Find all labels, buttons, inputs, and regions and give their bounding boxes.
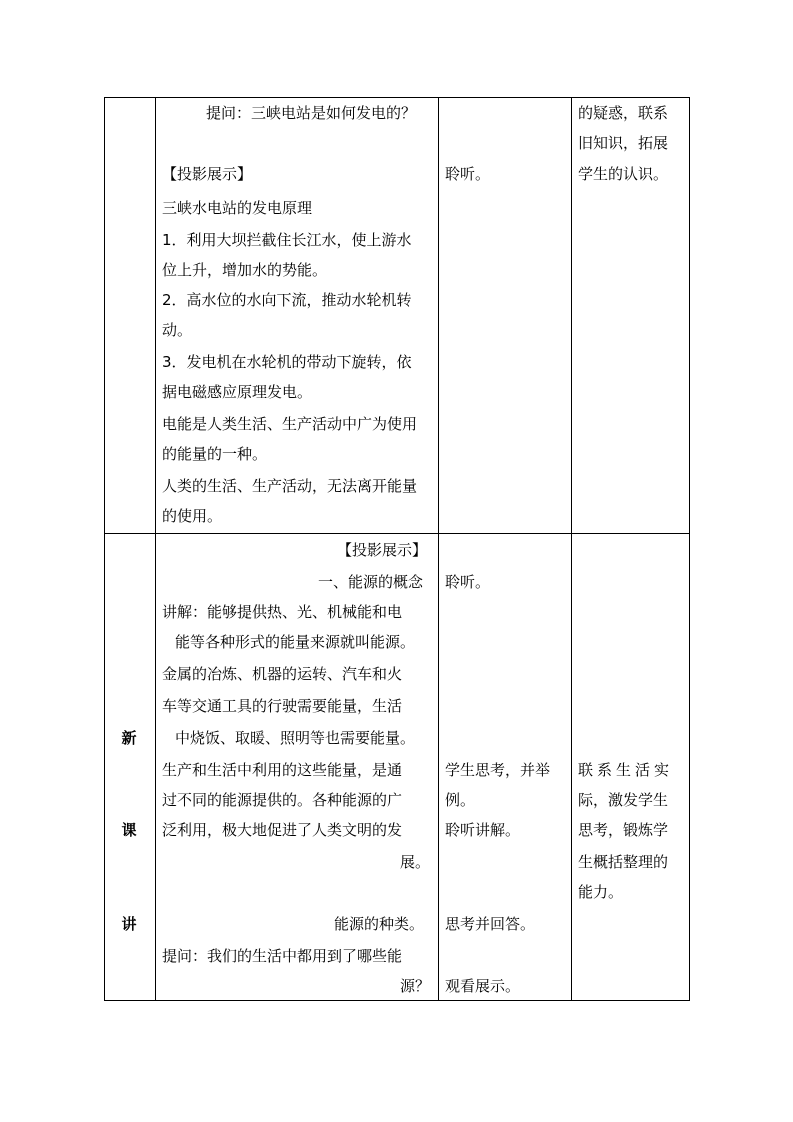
section-label-char: 讲 <box>121 915 137 933</box>
column-divider-3 <box>571 97 572 1001</box>
text-line: 能源的种类。 <box>334 915 425 933</box>
text-line: 展。 <box>400 853 431 871</box>
text-line: 提问：三峡电站是如何发电的？ <box>206 104 417 122</box>
column-divider-1 <box>155 97 156 1001</box>
text-line: 观看展示。 <box>445 977 521 995</box>
section-label-char: 新 <box>121 729 137 747</box>
text-line: 过不同的能源提供的。各种能源的广 <box>162 791 403 809</box>
text-line: 金属的冶炼、机器的运转、汽车和火 <box>162 665 403 683</box>
text-line: 思考并回答。 <box>445 915 536 933</box>
text-line: 思考，锻炼学 <box>578 821 669 839</box>
text-line: 人类的生活、生产活动，无法离开能量 <box>162 477 418 495</box>
text-line: 电能是人类生活、生产活动中广为使用 <box>162 415 418 433</box>
text-line: 中烧饭、取暖、照明等也需要能量。 <box>175 729 416 747</box>
section-label-char: 课 <box>121 821 137 839</box>
text-line: 【投影展示】 <box>162 165 253 183</box>
text-line: 的使用。 <box>162 507 223 525</box>
text-line: 3．发电机在水轮机的带动下旋转，依 <box>162 353 412 371</box>
text-line: 动。 <box>162 321 193 339</box>
text-line: 的能量的一种。 <box>162 445 268 463</box>
text-line: 一、能源的概念 <box>318 573 424 591</box>
text-line: 例。 <box>445 791 476 809</box>
row-divider <box>104 533 690 534</box>
text-line: 【投影展示】 <box>337 541 428 559</box>
text-line: 生产和生活中利用的这些能量，是通 <box>162 761 403 779</box>
text-line: 据电磁感应原理发电。 <box>162 383 313 401</box>
text-line: 际，激发学生 <box>578 791 669 809</box>
text-line: 泛利用，极大地促进了人类文明的发 <box>162 821 403 839</box>
column-divider-2 <box>438 97 439 1001</box>
text-line: 的疑惑，联系 <box>578 104 669 122</box>
text-line: 能等各种形式的能量来源就叫能源。 <box>175 633 416 651</box>
text-line: 聆听讲解。 <box>445 821 521 839</box>
text-line: 2．高水位的水向下流，推动水轮机转 <box>162 291 412 309</box>
text-line: 源？ <box>400 977 431 995</box>
text-line: 1．利用大坝拦截住长江水，使上游水 <box>162 231 412 249</box>
text-line: 能力。 <box>578 883 624 901</box>
text-line: 位上升，增加水的势能。 <box>162 261 328 279</box>
text-line: 学生的认识。 <box>578 165 669 183</box>
text-line: 旧知识，拓展 <box>578 134 669 152</box>
text-line: 生概括整理的 <box>578 853 669 871</box>
text-line: 联系生活实 <box>578 761 674 779</box>
text-line: 三峡水电站的发电原理 <box>162 199 313 217</box>
text-line: 讲解：能够提供热、光、机械能和电 <box>162 603 403 621</box>
text-line: 聆听。 <box>445 165 491 183</box>
text-line: 车等交通工具的行驶需要能量，生活 <box>162 697 403 715</box>
text-line: 聆听。 <box>445 573 491 591</box>
text-line: 学生思考，并举 <box>445 761 551 779</box>
text-line: 提问：我们的生活中都用到了哪些能 <box>162 947 403 965</box>
